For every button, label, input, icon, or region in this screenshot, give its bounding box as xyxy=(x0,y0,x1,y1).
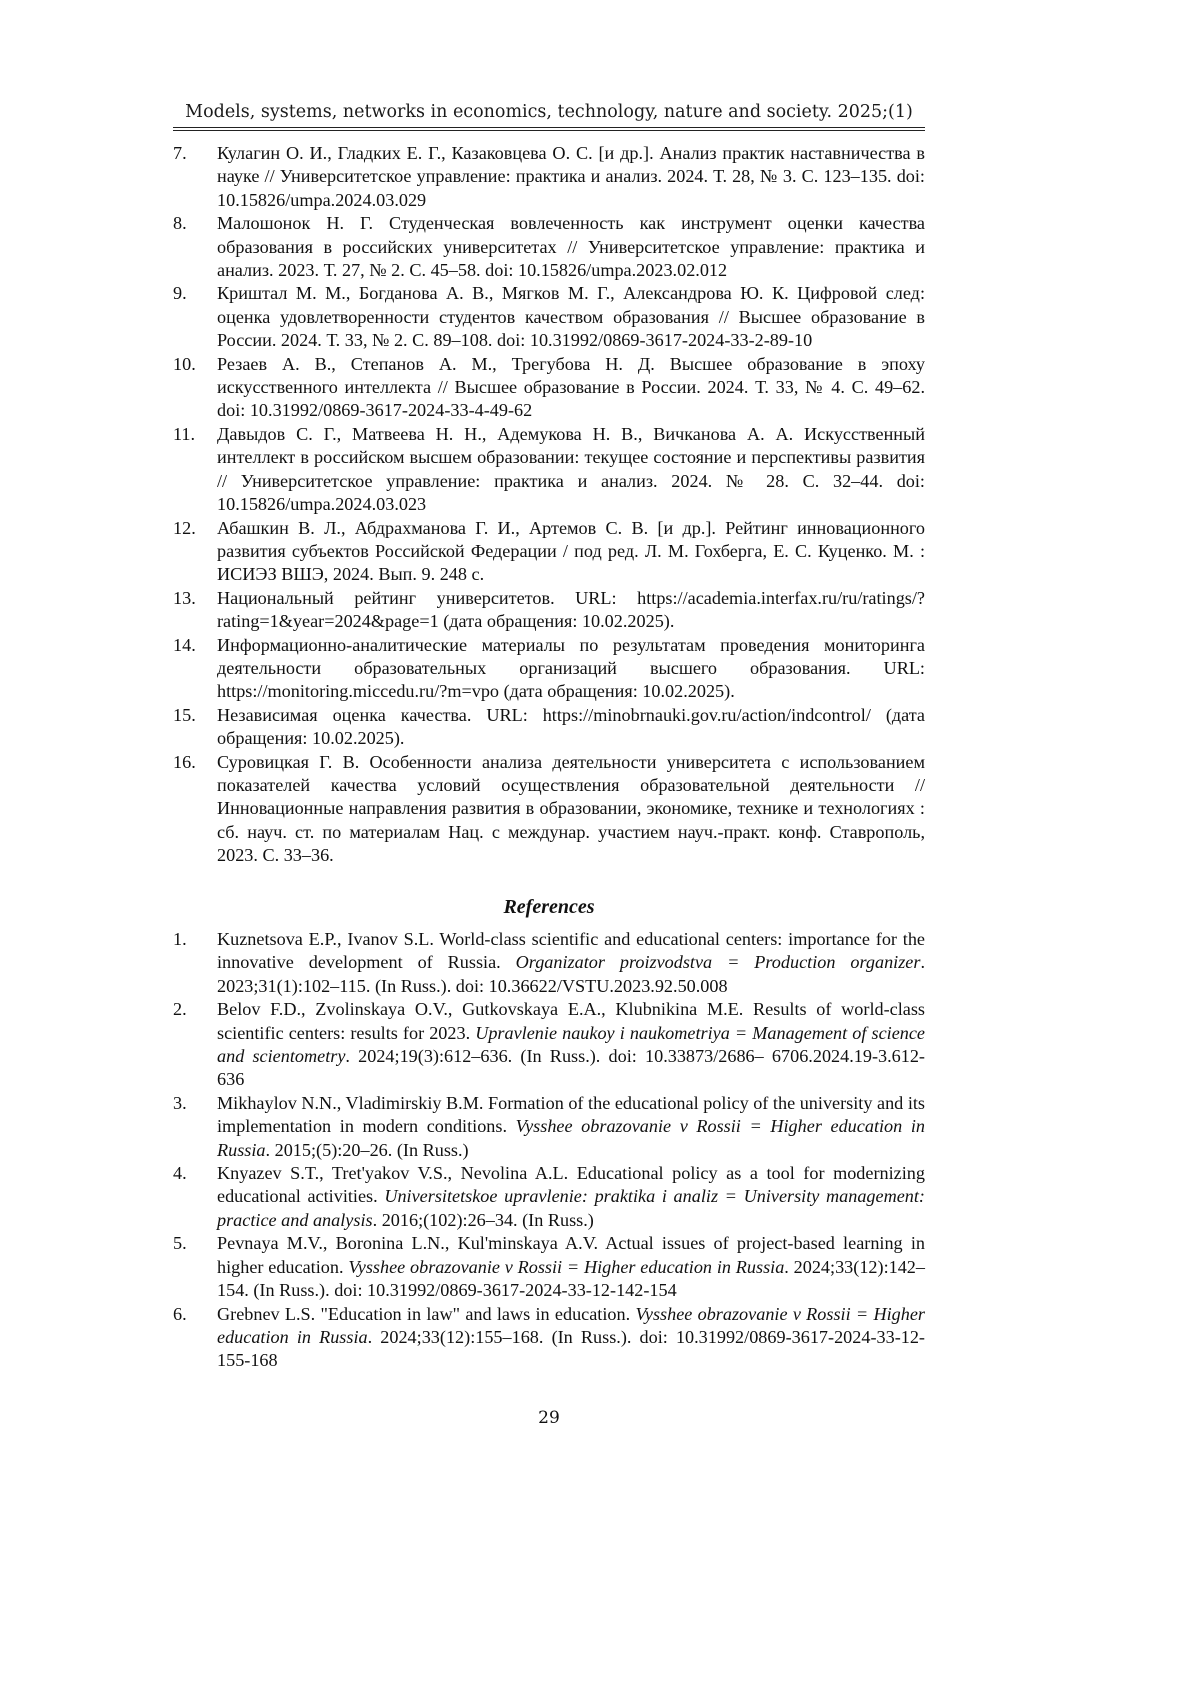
reference-number: 1. xyxy=(173,929,187,949)
reference-number: 4. xyxy=(173,1163,187,1184)
reference-journal: Upravlenie naukoy i naukometriya = Management of science and scientometry xyxy=(217,1022,926,1067)
reference-item xyxy=(173,1162,925,1232)
reference-list-english xyxy=(173,928,925,1373)
reference-number: 3. xyxy=(173,1092,187,1113)
references-heading: References xyxy=(503,896,595,918)
reference-authors-title: Mikhaylov N.N., Vladimirskiy B.M. Formation of the educational policy of the university and its implementation in modern conditions. xyxy=(217,1092,925,1137)
reference-text xyxy=(217,1303,925,1373)
reference-item xyxy=(173,704,925,751)
reference-item xyxy=(173,751,925,868)
reference-list-russian xyxy=(173,142,925,868)
reference-item xyxy=(173,423,925,517)
reference-text xyxy=(217,1162,925,1232)
reference-item xyxy=(173,517,925,587)
reference-details: . 2024;33(12):155–168. (In Russ.). doi: 10.31992/0869-3617-2024-33-12-155-168 xyxy=(217,1326,925,1371)
reference-number: 15. xyxy=(173,704,196,725)
reference-details: . 2016;(102):26–34. (In Russ.) xyxy=(372,1209,594,1230)
reference-number: 9. xyxy=(173,283,187,304)
reference-authors-title: Pevnaya M.V., Boronina L.N., Kul'minskaya A.V. Actual issues of project-based learning in higher education. xyxy=(217,1233,925,1277)
header-double-rule xyxy=(173,127,925,131)
reference-number: 7. xyxy=(173,143,187,163)
reference-text: Кулагин О. И., Гладких Е. Г., Казаковцева О. С. [и др.]. Анализ практик наставничества в науке // Университетское управление: практика и анализ. 2024. Т. 28, № 3. С. 123–135. doi: 10.15826/umpa.2024.03.029 xyxy=(217,143,925,210)
reference-authors-title: Knyazev S.T., Tret'yakov V.S., Nevolina A.L. Educational policy as a tool for modernizing educational activities. xyxy=(217,1163,925,1207)
reference-item xyxy=(173,1303,925,1373)
page-number: 29 xyxy=(538,1408,560,1428)
reference-text: Абашкин В. Л., Абдрахманова Г. И., Артемов С. В. [и др.]. Рейтинг инновационного развития субъектов Российской Федерации / под ред. Л. М. Гохберга, Е. С. Куценко. М. : ИСИЭЗ ВШЭ, 2024. Вып. 9. 248 с. xyxy=(217,517,925,585)
reference-text xyxy=(217,998,925,1092)
reference-number: 5. xyxy=(173,1233,187,1254)
reference-number: 13. xyxy=(173,587,196,608)
reference-item xyxy=(173,212,925,282)
reference-text xyxy=(217,928,925,998)
reference-authors-title: Kuznetsova E.P., Ivanov S.L. World-class scientific and educational centers: importance for the innovative development of Russia. xyxy=(217,929,925,973)
reference-number: 12. xyxy=(173,517,196,538)
reference-number: 2. xyxy=(173,999,187,1020)
reference-authors-title: Grebnev L.S. "Education in law" and laws in education. xyxy=(217,1303,636,1324)
reference-details: . 2024;33(12):142–154. (In Russ.). doi: 10.31992/0869-3617-2024-33-12-142-154 xyxy=(217,1256,925,1301)
running-header: Models, systems, networks in economics, technology, nature and society. 2025;(1) xyxy=(185,102,913,122)
reference-item xyxy=(173,282,925,352)
reference-text: Информационно-аналитические материалы по результатам проведения мониторинга деятельности образовательных организаций высшего образования. URL: https://monitoring.miccedu.ru/?m=vpo (дата обращения: 10.02.2025). xyxy=(217,634,925,702)
reference-text: Независимая оценка качества. URL: https://minobrnauki.gov.ru/action/indcontrol/ (дата обращения: 10.02.2025). xyxy=(217,704,925,749)
reference-text: Криштал М. М., Богданова А. В., Мягков М. Г., Александрова Ю. К. Цифровой след: оценка удовлетворенности студентов качеством образования // Высшее образование в России. 2024. Т. 33, № 2. С. 89–108. doi: 10.31992/0869-3617-2024-33-2-89-10 xyxy=(217,283,925,351)
reference-item xyxy=(173,1232,925,1302)
reference-text: Суровицкая Г. В. Особенности анализа деятельности университета с использованием показателей качества условий осуществления образовательной деятельности // Инновационные направления развития в образовании, экономике, технике и технологиях : сб. науч. ст. по материалам Нац. с междунар. участием науч.-практ. конф. Ставрополь, 2023. С. 33–36. xyxy=(217,751,925,866)
reference-authors-title: Belov F.D., Zvolinskaya O.V., Gutkovskaya E.A., Klubnikina M.E. Results of world-class scientific centers: results for 2023. xyxy=(217,999,925,1043)
reference-details: . 2024;19(3):612–636. (In Russ.). doi: 10.33873/2686– 6706.2024.19-3.612-636 xyxy=(217,1046,925,1090)
reference-journal: Vysshee obrazovanie v Rossii = Higher education in Russia xyxy=(348,1256,785,1277)
reference-item xyxy=(173,353,925,423)
reference-number: 16. xyxy=(173,751,196,772)
reference-number: 6. xyxy=(173,1303,187,1324)
reference-number: 8. xyxy=(173,213,187,234)
reference-text: Давыдов С. Г., Матвеева Н. Н., Адемукова Н. В., Вичканова А. А. Искусственный интеллект в российском высшем образовании: текущее состояние и перспективы развития // Университетское управление: практика и анализ. 2024. № 28. С. 32–44. doi: 10.15826/umpa.2024.03.023 xyxy=(217,423,925,515)
reference-journal: Universitetskoe upravlenie: praktika i analiz = University management: practice and analysis xyxy=(217,1186,925,1230)
reference-journal: Vysshee obrazovanie v Rossii = Higher education in Russia xyxy=(217,1116,925,1160)
reference-details: . 2015;(5):20–26. (In Russ.) xyxy=(265,1139,469,1160)
reference-item xyxy=(173,998,925,1092)
reference-number: 14. xyxy=(173,634,196,655)
reference-details: . 2023;31(1):102–115. (In Russ.). doi: 10.36622/VSTU.2023.92.50.008 xyxy=(217,952,925,996)
reference-text: Резаев А. В., Степанов А. М., Трегубова Н. Д. Высшее образование в эпоху искусственного интеллекта // Высшее образование в России. 2024. Т. 33, № 4. С. 49–62. doi: 10.31992/0869-3617-2024-33-4-49-62 xyxy=(217,353,925,421)
reference-number: 10. xyxy=(173,353,196,374)
reference-journal: Vysshee obrazovanie v Rossii = Higher education in Russia xyxy=(217,1303,925,1347)
reference-item xyxy=(173,928,925,998)
reference-text xyxy=(217,1092,925,1162)
reference-text: Национальный рейтинг университетов. URL: https://academia.interfax.ru/ru/ratings/?rating=1&year=2024&page=1 (дата обращения: 10.02.2025). xyxy=(217,587,925,632)
reference-text: Малошонок Н. Г. Студенческая вовлеченность как инструмент оценки качества образования в российских университетах // Университетское управление: практика и анализ. 2023. Т. 27, № 2. С. 45–58. doi: 10.15826/umpa.2023.02.012 xyxy=(217,213,925,281)
reference-text xyxy=(217,1232,925,1302)
reference-number: 11. xyxy=(173,423,196,444)
reference-journal: Organizator proizvodstva = Production organizer xyxy=(515,952,921,973)
reference-item xyxy=(173,1092,925,1162)
reference-item xyxy=(173,634,925,704)
reference-item xyxy=(173,587,925,634)
reference-item xyxy=(173,142,925,212)
